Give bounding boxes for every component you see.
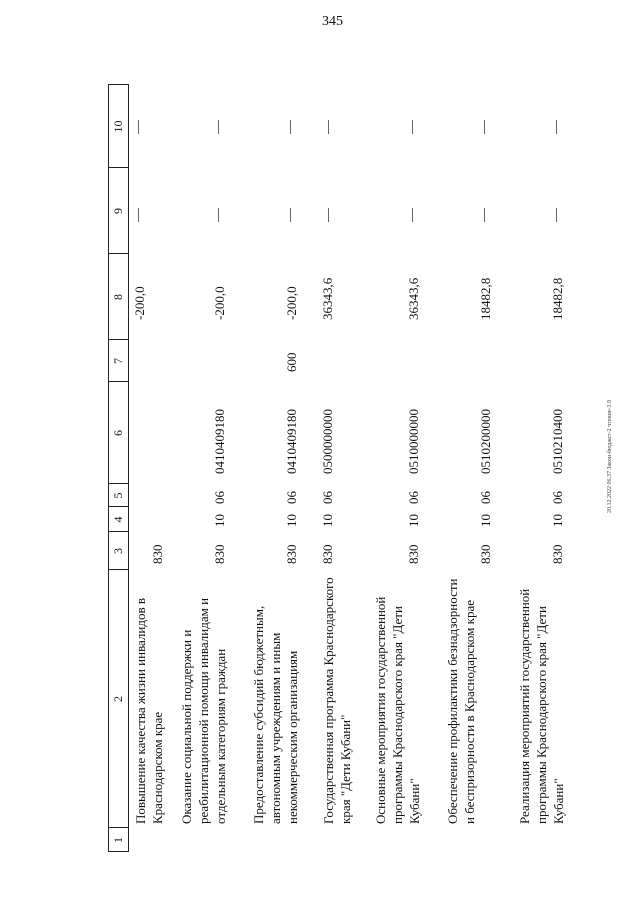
dash xyxy=(484,208,485,222)
row-name: Государственная программа Краснодарского края "Дети Кубани" xyxy=(321,577,353,824)
row-c8: 36343,6 xyxy=(406,277,421,320)
col-header-7: 7 xyxy=(111,358,125,364)
dash xyxy=(138,120,139,134)
row-c8: 18482,8 xyxy=(478,277,493,320)
dash xyxy=(290,120,291,134)
row-c6: 0510200000 xyxy=(478,409,493,474)
row-c4: 10 xyxy=(550,514,565,527)
dash xyxy=(328,208,329,222)
row-c6: 0500000000 xyxy=(320,409,335,474)
header-bottom-line xyxy=(128,84,129,852)
col-header-2: 2 xyxy=(111,696,125,702)
row-c3: 830 xyxy=(550,544,565,564)
side-note: 20.12.2022 06.37 Закон-бюджет-2 чтение-3.9 xyxy=(607,399,613,513)
row-c4: 10 xyxy=(478,514,493,527)
dash xyxy=(412,120,413,134)
row-name: Обеспечение профилактики безнадзорности и беспризорности в Краснодарском крае xyxy=(445,578,477,824)
row-c3: 830 xyxy=(150,544,165,564)
row-c3: 830 xyxy=(212,544,227,564)
dash xyxy=(138,208,139,222)
row-c3: 830 xyxy=(406,544,421,564)
row-c6: 0510210400 xyxy=(550,409,565,474)
col-header-8: 8 xyxy=(111,294,125,300)
row-c5: 06 xyxy=(478,491,493,504)
row-c5: 06 xyxy=(320,491,335,504)
row-c5: 06 xyxy=(284,491,299,504)
col-header-6: 6 xyxy=(111,430,125,436)
dash xyxy=(290,208,291,222)
dash xyxy=(218,208,219,222)
row-c5: 06 xyxy=(212,491,227,504)
row-c3: 830 xyxy=(320,544,335,564)
rotated-table xyxy=(108,84,608,852)
row-c8: 18482,8 xyxy=(550,277,565,320)
row-c8: -200,0 xyxy=(132,286,147,320)
col-header-3: 3 xyxy=(111,548,125,554)
row-c8: -200,0 xyxy=(284,286,299,320)
row-c5: 06 xyxy=(406,491,421,504)
row-c6: 0410409180 xyxy=(284,409,299,474)
row-name: Предоставление субсидий бюджетным, автономным учреждениям и иным некоммерческим организациям xyxy=(251,605,300,824)
row-name: Основные мероприятия государственной программы Краснодарского края "Дети Кубани" xyxy=(373,596,422,824)
row-c4: 10 xyxy=(284,514,299,527)
dash xyxy=(412,208,413,222)
dash xyxy=(556,120,557,134)
row-c7: 600 xyxy=(284,352,299,372)
row-c4: 10 xyxy=(406,514,421,527)
col-header-10: 10 xyxy=(111,120,125,133)
row-c3: 830 xyxy=(478,544,493,564)
col-header-9: 9 xyxy=(111,208,125,214)
row-name: Оказание социальной поддержки и реабилитационной помощи инвалидам и отдельным категориям граждан xyxy=(179,597,228,824)
row-name: Повышение качества жизни инвалидов в Краснодарском крае xyxy=(133,597,165,824)
col-header-1: 1 xyxy=(111,837,125,843)
row-name: Реализация мероприятий государственной программы Краснодарского края "Дети Кубани" xyxy=(517,588,566,824)
row-c4: 10 xyxy=(320,514,335,527)
row-c8: 36343,6 xyxy=(320,277,335,320)
row-c3: 830 xyxy=(284,544,299,564)
dash xyxy=(484,120,485,134)
row-c6: 0510000000 xyxy=(406,409,421,474)
col-header-4: 4 xyxy=(111,516,125,523)
page-number: 345 xyxy=(322,14,343,29)
dash xyxy=(218,120,219,134)
dash xyxy=(556,208,557,222)
row-c6: 0410409180 xyxy=(212,409,227,474)
row-c4: 10 xyxy=(212,514,227,527)
col-header-5: 5 xyxy=(111,492,125,499)
row-c5: 06 xyxy=(550,491,565,504)
header-top-line xyxy=(108,84,109,852)
dash xyxy=(328,120,329,134)
row-c8: -200,0 xyxy=(212,286,227,320)
